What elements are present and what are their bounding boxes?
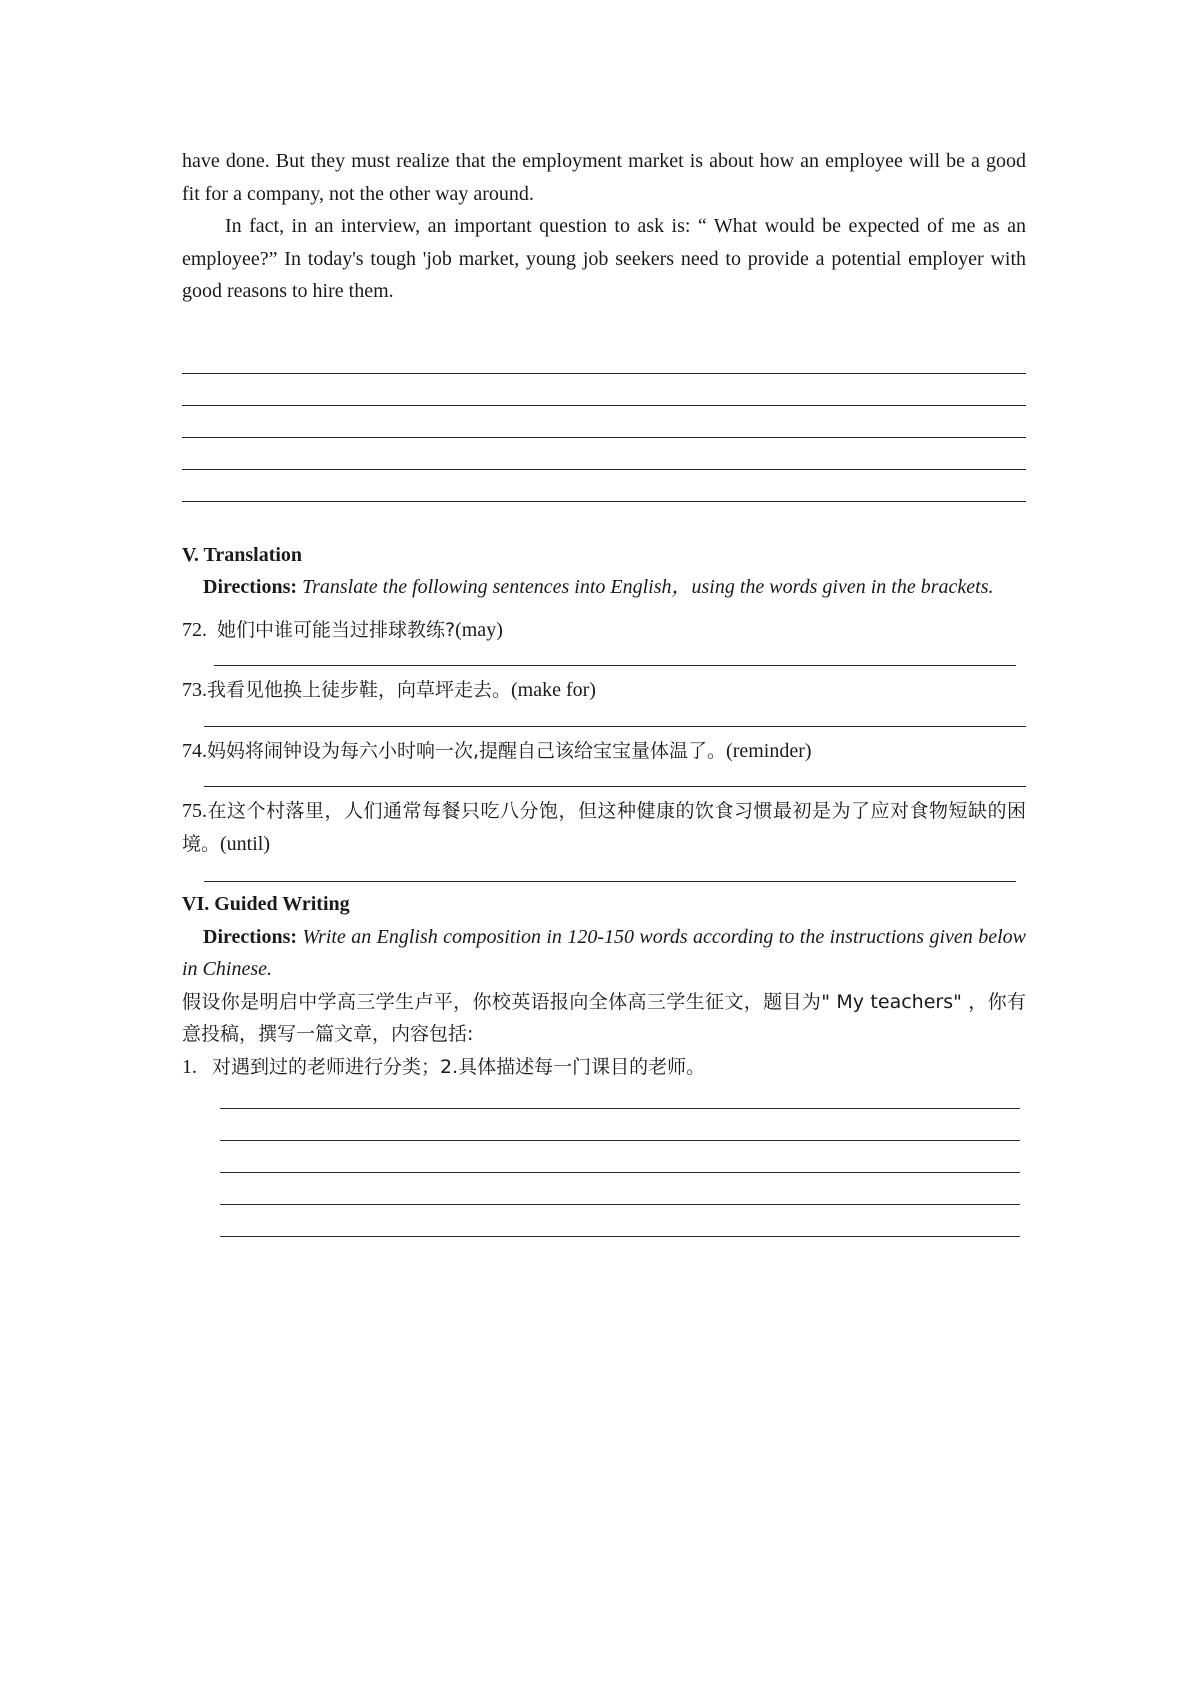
- answer-line-73[interactable]: [204, 707, 1026, 727]
- directions-text: Write an English composition in 120-150 words according to the instructions given below in Chinese.: [182, 925, 1026, 980]
- item-chinese: 我看见他换上徒步鞋，向草坪走去。: [207, 679, 512, 701]
- answer-line[interactable]: [220, 1083, 1020, 1109]
- item-chinese: 在这个村落里，人们通常每餐只吃八分饱，但这种健康的饮食习惯最初是为了应对食物短缺的困境。: [182, 800, 1026, 855]
- writing-prompt-text: 假设你是明启中学高三学生卢平，你校英语报向全体高三学生征文，题目为" My teachers" ，你有意投稿，撰写一篇文章，内容包括:: [182, 990, 1026, 1045]
- directions-text: Translate the following sentences into English，using the words given in the brackets.: [297, 576, 994, 598]
- directions-label: Directions:: [203, 925, 298, 948]
- translation-title: V. Translation: [182, 543, 303, 566]
- item-hint: (may): [455, 618, 503, 641]
- writing-title: VI. Guided Writing: [182, 893, 350, 915]
- writing-list-item: [182, 1051, 1026, 1084]
- answer-line-72[interactable]: [214, 646, 1016, 666]
- writing-prompt: [182, 986, 1026, 1051]
- answer-line[interactable]: [220, 1141, 1020, 1173]
- translation-item-72: [182, 614, 1026, 647]
- list-text: 对遇到过的老师进行分类；2.具体描述每一门课目的老师。: [212, 1055, 706, 1078]
- item-hint: (make for): [511, 679, 596, 701]
- list-number: 1.: [182, 1055, 197, 1078]
- writing-directions: [182, 921, 1026, 986]
- item-hint: (until): [220, 832, 271, 855]
- passage-paragraph-2: In fact, in an interview, an important question to ask is: “ What would be expected of me as an employee?” In today's tough 'job market, young job seekers need to provide a potential employer with good reasons to hire them.: [182, 215, 1026, 302]
- directions-label: Directions:: [203, 576, 298, 598]
- passage-answer-lines: [182, 342, 1026, 502]
- item-chinese: 她们中谁可能当过排球教练?: [217, 618, 456, 641]
- answer-line[interactable]: [182, 374, 1026, 406]
- translation-item-73: [182, 674, 1026, 707]
- item-number: 74.: [182, 739, 207, 762]
- answer-line[interactable]: [182, 470, 1026, 502]
- translation-item-75: [182, 795, 1026, 860]
- item-number: 72.: [182, 618, 207, 641]
- answer-line[interactable]: [220, 1173, 1020, 1205]
- item-number: 73.: [182, 679, 207, 701]
- item-chinese: 妈妈将闹钟设为每六小时响一次,提醒自己该给宝宝量体温了。: [207, 739, 727, 762]
- answer-line[interactable]: [182, 438, 1026, 470]
- answer-line-75[interactable]: [204, 860, 1016, 882]
- writing-answer-lines: [220, 1083, 1020, 1237]
- translation-item-74: [182, 735, 1026, 768]
- document-page: [182, 145, 1026, 1237]
- item-number: 75.: [182, 800, 207, 822]
- item-hint: (reminder): [726, 739, 812, 762]
- answer-line[interactable]: [182, 342, 1026, 374]
- answer-line-74[interactable]: [204, 767, 1026, 787]
- translation-directions: [182, 571, 1026, 604]
- answer-line[interactable]: [220, 1109, 1020, 1141]
- answer-line[interactable]: [220, 1205, 1020, 1237]
- answer-line[interactable]: [182, 406, 1026, 438]
- passage-paragraph-1: have done. But they must realize that the employment market is about how an employee will be a good fit for a company, not the other way around.: [182, 150, 1026, 205]
